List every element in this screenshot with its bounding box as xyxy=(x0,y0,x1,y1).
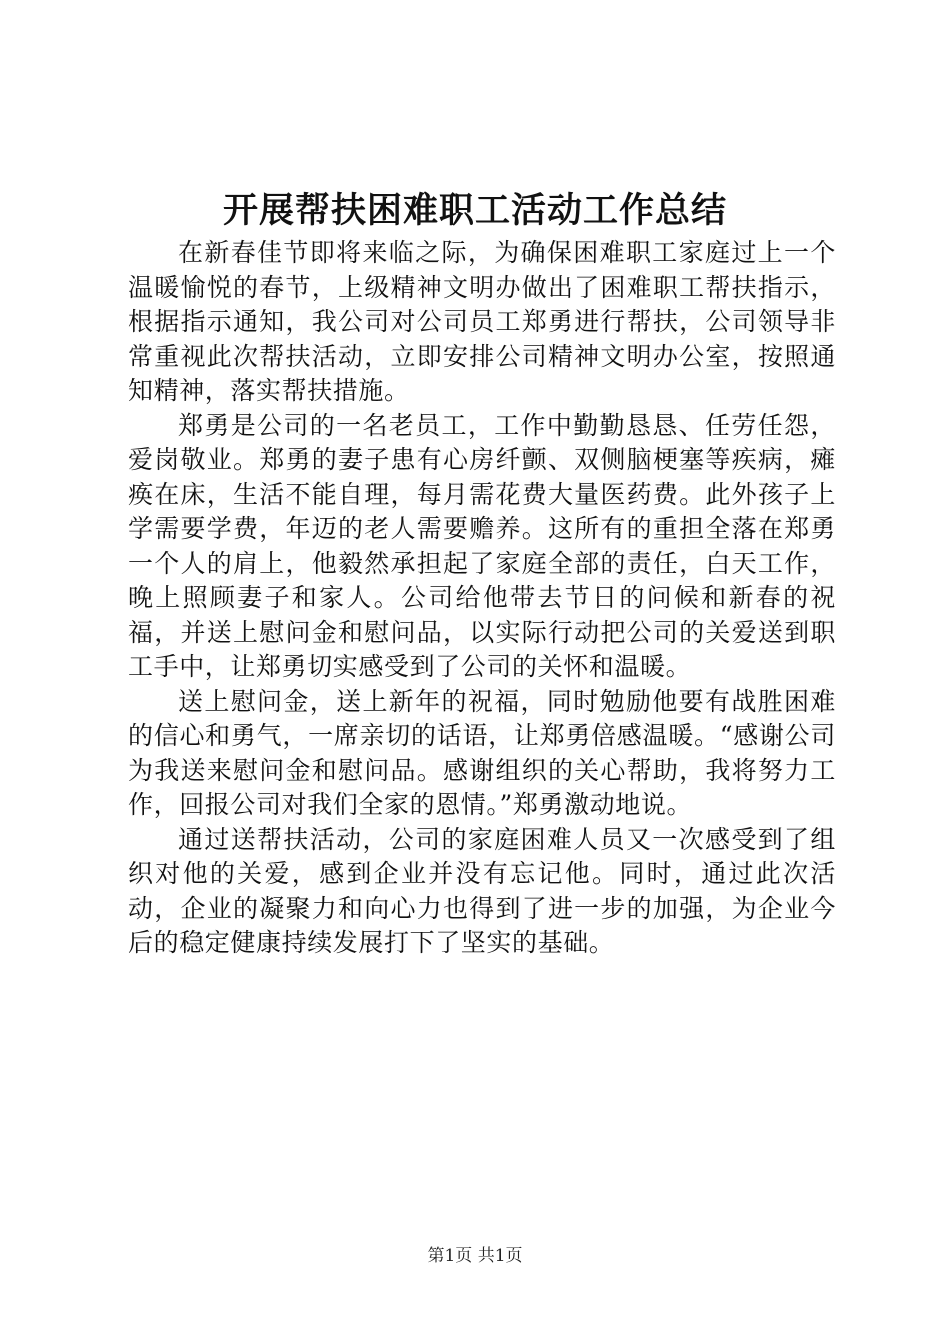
document-title: 开展帮扶困难职工活动工作总结 xyxy=(222,190,727,231)
paragraph-4: 通过送帮扶活动，公司的家庭困难人员又一次感受到了组织对他的关爱，感到企业并没有忘记他。同时，通过此次活动，企业的凝聚力和向心力也得到了进一步的加强，为企业今后的稳定健康持续发展打下了坚实的基础。 xyxy=(128,824,836,957)
page-number-footer: 第1页 共1页 xyxy=(427,1246,523,1266)
paragraph-2: 郑勇是公司的一名老员工，工作中勤勤恳恳、任劳任怨，爱岗敬业。郑勇的妻子患有心房纤颤、双侧脑梗塞等疾病，瘫痪在床，生活不能自理，每月需花费大量医药费。此外孩子上学需要学费，年迈的老人需要赡养。这所有的重担全落在郑勇一个人的肩上，他毅然承担起了家庭全部的责任，白天工作，晚上照顾妻子和家人。公司给他带去节日的问候和新春的祝福，并送上慰问金和慰问品，以实际行动把公司的关爱送到职工手中，让郑勇切实感受到了公司的关怀和温暖。 xyxy=(128,410,836,681)
paragraph-3: 送上慰问金，送上新年的祝福，同时勉励他要有战胜困难的信心和勇气，一席亲切的话语，让郑勇倍感温暖。“感谢公司为我送来慰问金和慰问品。感谢组织的关心帮助，我将努力工作，回报公司对我们全家的恩情。”郑勇激动地说。 xyxy=(128,686,836,819)
paragraph-1: 在新春佳节即将来临之际，为确保困难职工家庭过上一个温暖愉悦的春节，上级精神文明办做出了困难职工帮扶指示，根据指示通知，我公司对公司员工郑勇进行帮扶，公司领导非常重视此次帮扶活动，立即安排公司精神文明办公室，按照通知精神，落实帮扶措施。 xyxy=(128,238,836,405)
document-body xyxy=(128,236,836,961)
